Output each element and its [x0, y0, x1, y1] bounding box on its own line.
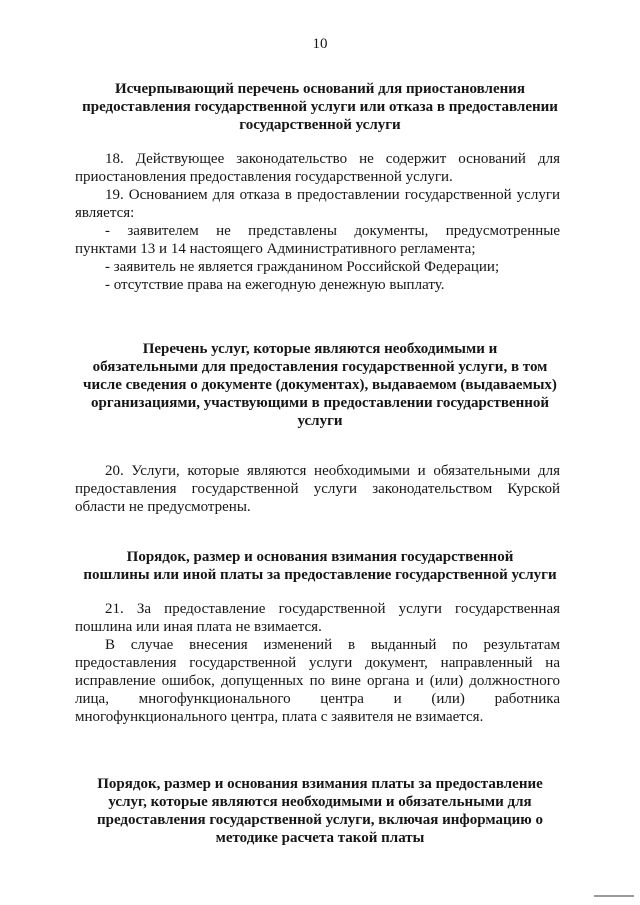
- section-heading-state-fee: [60, 548, 580, 584]
- paragraph-21: [75, 600, 560, 636]
- text-line: В случае внесения изменений в выданный по результатам: [105, 637, 560, 653]
- section-heading-suspension-grounds: [60, 80, 580, 134]
- text-line: приостановления предоставления государственной услуги.: [75, 169, 453, 185]
- text-line: пошлина или иная плата не взимается.: [75, 619, 322, 635]
- text-line: исправление ошибок, допущенных по вине органа и (или) должностного: [75, 673, 560, 689]
- page-number: 10: [312, 36, 328, 52]
- paragraph-18: [75, 150, 560, 186]
- paragraph-19: [75, 186, 560, 222]
- heading-line: обязательными для предоставления государственной услуги, в том: [92, 359, 548, 375]
- text-line: лица, многофункционального центра и (или) работника: [75, 691, 560, 707]
- text-line: 20. Услуги, которые являются необходимыми и обязательными для: [105, 463, 560, 479]
- text-line: 18. Действующее законодательство не содержит оснований для: [105, 151, 560, 167]
- text-line: - заявителем не представлены документы, предусмотренные: [105, 223, 560, 239]
- heading-line: предоставления государственной услуги, включая информацию о: [96, 812, 544, 828]
- text-line: многофункционального центра, плата с заявителя не взимается.: [75, 709, 484, 725]
- text-line: - отсутствие права на ежегодную денежную выплату.: [105, 277, 445, 293]
- paragraph-20: [75, 462, 560, 516]
- heading-line: Перечень услуг, которые являются необходимыми и: [142, 341, 498, 357]
- heading-line: Порядок, размер и основания взимания платы за предоставление: [97, 776, 543, 792]
- heading-line: числе сведения о документе (документах), выдаваемом (выдаваемых): [83, 377, 557, 393]
- text-line: области не предусмотрены.: [75, 499, 251, 515]
- text-line: 21. За предоставление государственной услуги государственная: [105, 601, 560, 617]
- heading-line: государственной услуги: [239, 117, 401, 133]
- text-line: 19. Основанием для отказа в предоставлении государственной услуги: [105, 187, 560, 203]
- heading-line: организациями, участвующими в предоставлении государственной: [90, 395, 550, 411]
- text-line: - заявитель не является гражданином Российской Федерации;: [105, 259, 500, 275]
- heading-line: пошлины или иной платы за предоставление государственной услуги: [83, 567, 557, 583]
- heading-line: услуг, которые являются необходимыми и обязательными для: [108, 794, 532, 810]
- heading-line: Исчерпывающий перечень оснований для приостановления: [114, 81, 526, 97]
- heading-line: Порядок, размер и основания взимания государственной: [126, 549, 514, 565]
- text-line: предоставления государственной услуги законодательством Курской: [75, 481, 560, 497]
- text-line: предоставления государственной услуги документ, направленный на: [75, 655, 560, 671]
- list-item-citizenship: [75, 258, 560, 276]
- scan-edge-mark: [594, 895, 634, 897]
- section-heading-service-fees: [60, 775, 580, 847]
- heading-line: услуги: [297, 413, 343, 429]
- heading-line: методике расчета такой платы: [215, 830, 425, 846]
- list-item-documents: [75, 222, 560, 258]
- text-line: является:: [75, 205, 135, 221]
- section-heading-required-services: [60, 340, 580, 430]
- heading-line: предоставления государственной услуги или отказа в предоставлении: [82, 99, 558, 115]
- list-item-payment-right: [75, 276, 560, 294]
- text-line: пунктами 13 и 14 настоящего Административного регламента;: [75, 241, 476, 257]
- paragraph-corrections: [75, 636, 560, 726]
